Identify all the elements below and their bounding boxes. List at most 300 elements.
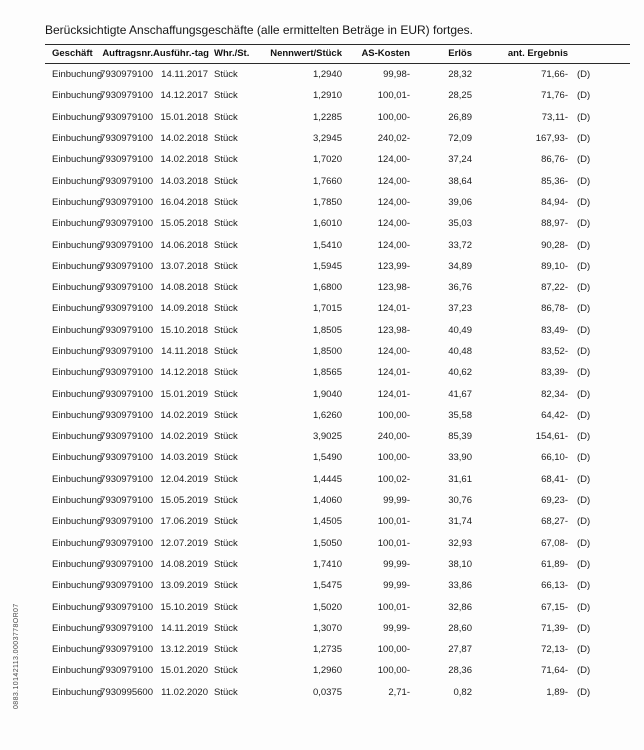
cell-ausfuehr-tag: 17.06.2019 (160, 516, 208, 528)
cell-ant-ergebnis: 68,27- (541, 516, 568, 528)
cell-geschaeft: Einbuchung (52, 346, 103, 357)
cell-ant-ergebnis: 68,41- (541, 473, 568, 485)
cell-as-kosten: 124,00- (377, 346, 410, 357)
cell-whr-st: Stück (214, 218, 238, 230)
cell-as-kosten: 100,00- (377, 665, 410, 677)
cell-nennwert-stueck: 1,5490 (312, 452, 342, 464)
cell-auftragsnr: 7930979100 (100, 367, 153, 379)
cell-marker: (D) (577, 409, 591, 421)
cell-ant-ergebnis: 71,64- (541, 665, 568, 677)
cell-ant-ergebnis: 69,23- (541, 495, 568, 507)
cell-geschaeft: Einbuchung (52, 516, 103, 528)
cell-ant-ergebnis: 85,36- (541, 175, 568, 187)
cell-whr-st: Stück (214, 260, 238, 272)
cell-nennwert-stueck: 1,4505 (312, 516, 342, 528)
cell-auftragsnr: 7930979100 (100, 69, 153, 81)
page-title: Berücksichtigte Anschaffungsgeschäfte (alle ermittelten Beträge in EUR) fortges. (45, 23, 473, 37)
cell-erloes: 38,10 (448, 558, 472, 570)
cell-erloes: 33,72 (448, 239, 472, 251)
cell-ant-ergebnis: 66,13- (541, 580, 568, 592)
cell-whr-st: Stück (214, 324, 238, 336)
cell-geschaeft: Einbuchung (52, 196, 103, 208)
cell-ant-ergebnis: 61,89- (541, 558, 568, 570)
cell-marker: (D) (577, 601, 591, 613)
cell-auftragsnr: 7930979100 (100, 644, 153, 656)
cell-auftragsnr: 7930979100 (100, 218, 153, 230)
cell-erloes: 39,06 (448, 196, 472, 208)
cell-whr-st: Stück (214, 537, 238, 549)
cell-as-kosten: 124,01- (377, 367, 410, 379)
cell-erloes: 35,03 (448, 218, 472, 230)
cell-as-kosten: 2,71- (388, 686, 410, 698)
cell-ausfuehr-tag: 11.02.2020 (161, 686, 208, 698)
cell-as-kosten: 124,00- (377, 175, 410, 187)
table-row (45, 149, 630, 170)
cell-nennwert-stueck: 1,4060 (312, 495, 342, 507)
table-row (45, 64, 630, 86)
cell-geschaeft: Einbuchung (52, 686, 103, 698)
cell-whr-st: Stück (214, 558, 238, 570)
cell-as-kosten: 100,00- (377, 644, 410, 656)
table-row (45, 469, 630, 490)
cell-auftragsnr: 7930979100 (100, 537, 153, 549)
cell-auftragsnr: 7930979100 (100, 239, 153, 251)
cell-marker: (D) (577, 303, 591, 315)
cell-as-kosten: 124,00- (377, 196, 410, 208)
document-content (45, 23, 630, 703)
cell-as-kosten: 100,01- (377, 90, 410, 102)
cell-erloes: 37,24 (448, 154, 472, 166)
cell-ausfuehr-tag: 14.02.2018 (160, 154, 208, 166)
cell-whr-st: Stück (214, 282, 238, 294)
cell-ausfuehr-tag: 12.04.2019 (160, 473, 208, 485)
cell-geschaeft: Einbuchung (52, 260, 103, 272)
cell-geschaeft: Einbuchung (52, 303, 103, 315)
cell-geschaeft: Einbuchung (52, 111, 103, 123)
cell-marker: (D) (577, 111, 591, 123)
cell-geschaeft: Einbuchung (52, 154, 103, 166)
cell-geschaeft: Einbuchung (52, 367, 103, 379)
cell-ant-ergebnis: 67,08- (541, 537, 568, 549)
cell-marker: (D) (577, 69, 591, 81)
cell-auftragsnr: 7930979100 (100, 175, 153, 187)
cell-erloes: 32,93 (448, 537, 472, 549)
cell-erloes: 0,82 (453, 686, 472, 698)
cell-as-kosten: 100,02- (377, 473, 410, 485)
cell-marker: (D) (577, 388, 591, 400)
cell-ant-ergebnis: 64,42- (541, 409, 568, 421)
cell-nennwert-stueck: 1,5410 (312, 239, 342, 251)
cell-nennwert-stueck: 1,5020 (312, 601, 342, 613)
cell-erloes: 33,90 (448, 452, 472, 464)
cell-ant-ergebnis: 84,94- (541, 196, 568, 208)
table-row (45, 213, 630, 234)
cell-whr-st: Stück (214, 686, 238, 698)
cell-ant-ergebnis: 83,52- (541, 346, 568, 357)
cell-ausfuehr-tag: 15.05.2018 (160, 218, 208, 230)
cell-ausfuehr-tag: 14.12.2018 (160, 367, 208, 379)
cell-as-kosten: 123,98- (377, 282, 410, 294)
table-row (45, 107, 630, 128)
cell-ant-ergebnis: 71,39- (541, 622, 568, 634)
cell-ausfuehr-tag: 15.01.2020 (160, 665, 208, 677)
cell-erloes: 27,87 (448, 644, 472, 656)
cell-erloes: 30,76 (448, 495, 472, 507)
cell-whr-st: Stück (214, 175, 238, 187)
cell-auftragsnr: 7930979100 (100, 452, 153, 464)
cell-ant-ergebnis: 82,34- (541, 388, 568, 400)
cell-ausfuehr-tag: 14.09.2018 (160, 303, 208, 315)
cell-nennwert-stueck: 1,7015 (312, 303, 342, 315)
cell-whr-st: Stück (214, 346, 238, 357)
cell-auftragsnr: 7930979100 (100, 346, 153, 357)
cell-nennwert-stueck: 1,4445 (312, 473, 342, 485)
cell-marker: (D) (577, 324, 591, 336)
cell-auftragsnr: 7930979100 (100, 516, 153, 528)
cell-ausfuehr-tag: 13.12.2019 (160, 644, 208, 656)
cell-erloes: 33,86 (448, 580, 472, 592)
cell-whr-st: Stück (214, 473, 238, 485)
cell-geschaeft: Einbuchung (52, 558, 103, 570)
cell-ausfuehr-tag: 15.01.2019 (160, 388, 208, 400)
cell-nennwert-stueck: 1,6010 (312, 218, 342, 230)
cell-nennwert-stueck: 1,6260 (312, 409, 342, 421)
cell-as-kosten: 100,00- (377, 409, 410, 421)
cell-nennwert-stueck: 1,8505 (312, 324, 342, 336)
cell-ausfuehr-tag: 14.02.2018 (160, 133, 208, 145)
cell-auftragsnr: 7930979100 (100, 260, 153, 272)
cell-auftragsnr: 7930979100 (100, 495, 153, 507)
table-row (45, 596, 630, 617)
cell-auftragsnr: 7930979100 (100, 409, 153, 421)
table-row (45, 533, 630, 554)
cell-whr-st: Stück (214, 644, 238, 656)
cell-whr-st: Stück (214, 90, 238, 102)
cell-marker: (D) (577, 90, 591, 102)
cell-whr-st: Stück (214, 665, 238, 677)
cell-geschaeft: Einbuchung (52, 580, 103, 592)
cell-as-kosten: 100,00- (377, 452, 410, 464)
cell-marker: (D) (577, 686, 591, 698)
cell-ant-ergebnis: 154,61- (535, 431, 568, 443)
table-row (45, 447, 630, 468)
table-row (45, 554, 630, 575)
cell-nennwert-stueck: 1,7410 (312, 558, 342, 570)
cell-as-kosten: 124,01- (377, 303, 410, 315)
cell-as-kosten: 99,98- (383, 69, 410, 81)
cell-ausfuehr-tag: 14.02.2019 (160, 409, 208, 421)
cell-geschaeft: Einbuchung (52, 324, 103, 336)
column-header-as-kosten: AS-Kosten (342, 45, 410, 64)
cell-ant-ergebnis: 88,97- (541, 218, 568, 230)
cell-whr-st: Stück (214, 154, 238, 166)
cell-ausfuehr-tag: 14.02.2019 (160, 431, 208, 443)
cell-whr-st: Stück (214, 69, 238, 81)
cell-geschaeft: Einbuchung (52, 90, 103, 102)
cell-auftragsnr: 7930979100 (100, 303, 153, 315)
cell-marker: (D) (577, 175, 591, 187)
cell-ausfuehr-tag: 15.10.2019 (160, 601, 208, 613)
cell-ant-ergebnis: 89,10- (541, 260, 568, 272)
table-row (45, 682, 630, 703)
cell-ausfuehr-tag: 15.10.2018 (160, 324, 208, 336)
column-header-marker (568, 45, 630, 64)
cell-whr-st: Stück (214, 367, 238, 379)
cell-geschaeft: Einbuchung (52, 239, 103, 251)
cell-marker: (D) (577, 196, 591, 208)
cell-auftragsnr: 7930979100 (100, 622, 153, 634)
cell-marker: (D) (577, 473, 591, 485)
cell-ant-ergebnis: 73,11- (541, 111, 568, 123)
cell-nennwert-stueck: 3,2945 (312, 133, 342, 145)
cell-as-kosten: 124,00- (377, 154, 410, 166)
table-row (45, 170, 630, 191)
cell-marker: (D) (577, 665, 591, 677)
cell-as-kosten: 99,99- (383, 558, 410, 570)
cell-marker: (D) (577, 239, 591, 251)
cell-geschaeft: Einbuchung (52, 69, 103, 81)
cell-geschaeft: Einbuchung (52, 409, 103, 421)
cell-geschaeft: Einbuchung (52, 431, 103, 443)
cell-ausfuehr-tag: 14.12.2017 (160, 90, 208, 102)
cell-as-kosten: 240,00- (377, 431, 410, 443)
cell-geschaeft: Einbuchung (52, 218, 103, 230)
cell-ausfuehr-tag: 14.11.2018 (161, 346, 208, 357)
cell-auftragsnr: 7930979100 (100, 154, 153, 166)
column-header-erloes: Erlös (410, 45, 472, 64)
cell-marker: (D) (577, 537, 591, 549)
cell-erloes: 40,62 (448, 367, 472, 379)
cell-nennwert-stueck: 1,6800 (312, 282, 342, 294)
cell-whr-st: Stück (214, 303, 238, 315)
cell-nennwert-stueck: 1,5050 (312, 537, 342, 549)
cell-erloes: 40,48 (448, 346, 472, 357)
cell-nennwert-stueck: 1,5475 (312, 580, 342, 592)
cell-erloes: 36,76 (448, 282, 472, 294)
cell-nennwert-stueck: 1,3070 (312, 622, 342, 634)
cell-as-kosten: 99,99- (383, 495, 410, 507)
cell-geschaeft: Einbuchung (52, 452, 103, 464)
table-row (45, 85, 630, 106)
column-header-auftragsnr: Auftragsnr. (97, 45, 153, 64)
cell-as-kosten: 100,01- (377, 516, 410, 528)
cell-as-kosten: 124,01- (377, 388, 410, 400)
cell-nennwert-stueck: 1,7020 (312, 154, 342, 166)
document-reference-code: 0883.10142113.0003778OR07 (13, 603, 20, 709)
cell-ant-ergebnis: 72,13- (541, 644, 568, 656)
cell-auftragsnr: 7930979100 (100, 558, 153, 570)
cell-as-kosten: 99,99- (383, 580, 410, 592)
cell-ant-ergebnis: 90,28- (541, 239, 568, 251)
cell-erloes: 37,23 (448, 303, 472, 315)
cell-ausfuehr-tag: 13.09.2019 (160, 580, 208, 592)
cell-nennwert-stueck: 1,2960 (312, 665, 342, 677)
cell-ant-ergebnis: 67,15- (541, 601, 568, 613)
cell-marker: (D) (577, 431, 591, 443)
cell-whr-st: Stück (214, 409, 238, 421)
cell-auftragsnr: 7930979100 (100, 196, 153, 208)
cell-geschaeft: Einbuchung (52, 175, 103, 187)
transactions-table (45, 44, 630, 703)
cell-ausfuehr-tag: 16.04.2018 (160, 196, 208, 208)
cell-erloes: 31,61 (448, 473, 472, 485)
cell-as-kosten: 124,00- (377, 239, 410, 251)
table-row (45, 490, 630, 511)
table-row (45, 128, 630, 149)
table-row (45, 341, 630, 362)
cell-whr-st: Stück (214, 239, 238, 251)
table-row (45, 298, 630, 319)
cell-as-kosten: 123,99- (377, 260, 410, 272)
cell-marker: (D) (577, 644, 591, 656)
cell-ant-ergebnis: 66,10- (541, 452, 568, 464)
cell-auftragsnr: 7930979100 (100, 473, 153, 485)
cell-ant-ergebnis: 83,49- (541, 324, 568, 336)
cell-marker: (D) (577, 558, 591, 570)
cell-ausfuehr-tag: 12.07.2019 (160, 537, 208, 549)
cell-erloes: 26,89 (448, 111, 472, 123)
cell-geschaeft: Einbuchung (52, 282, 103, 294)
cell-geschaeft: Einbuchung (52, 473, 103, 485)
table-body (45, 64, 630, 703)
table-row (45, 660, 630, 681)
cell-ant-ergebnis: 83,39- (541, 367, 568, 379)
cell-marker: (D) (577, 516, 591, 528)
cell-ant-ergebnis: 1,89- (546, 686, 568, 698)
table-row (45, 256, 630, 277)
cell-whr-st: Stück (214, 431, 238, 443)
cell-geschaeft: Einbuchung (52, 665, 103, 677)
cell-whr-st: Stück (214, 516, 238, 528)
column-header-ausfuehr-tag: Ausführ.-tag (153, 45, 208, 64)
cell-nennwert-stueck: 3,9025 (312, 431, 342, 443)
cell-erloes: 28,36 (448, 665, 472, 677)
cell-marker: (D) (577, 367, 591, 379)
cell-marker: (D) (577, 580, 591, 592)
cell-ant-ergebnis: 71,76- (541, 90, 568, 102)
table-header (45, 45, 630, 64)
cell-ant-ergebnis: 86,76- (541, 154, 568, 166)
cell-geschaeft: Einbuchung (52, 495, 103, 507)
cell-erloes: 35,58 (448, 409, 472, 421)
cell-nennwert-stueck: 1,8565 (312, 367, 342, 379)
cell-marker: (D) (577, 495, 591, 507)
cell-erloes: 40,49 (448, 324, 472, 336)
cell-erloes: 32,86 (448, 601, 472, 613)
cell-marker: (D) (577, 282, 591, 294)
cell-ausfuehr-tag: 15.05.2019 (160, 495, 208, 507)
table-row (45, 405, 630, 426)
cell-whr-st: Stück (214, 196, 238, 208)
cell-ausfuehr-tag: 13.07.2018 (160, 260, 208, 272)
cell-nennwert-stueck: 0,0375 (312, 686, 342, 698)
column-header-nennwert-stueck: Nennwert/Stück (248, 45, 342, 64)
cell-auftragsnr: 7930979100 (100, 282, 153, 294)
cell-geschaeft: Einbuchung (52, 388, 103, 400)
cell-as-kosten: 240,02- (377, 133, 410, 145)
table-row (45, 426, 630, 447)
cell-geschaeft: Einbuchung (52, 644, 103, 656)
cell-ausfuehr-tag: 14.03.2019 (160, 452, 208, 464)
cell-auftragsnr: 7930979100 (100, 111, 153, 123)
cell-auftragsnr: 7930979100 (100, 133, 153, 145)
cell-whr-st: Stück (214, 452, 238, 464)
cell-as-kosten: 123,98- (377, 324, 410, 336)
cell-marker: (D) (577, 622, 591, 634)
cell-nennwert-stueck: 1,9040 (312, 388, 342, 400)
cell-geschaeft: Einbuchung (52, 622, 103, 634)
cell-whr-st: Stück (214, 388, 238, 400)
cell-erloes: 72,09 (448, 133, 472, 145)
cell-nennwert-stueck: 1,8500 (312, 346, 342, 357)
cell-as-kosten: 100,01- (377, 601, 410, 613)
cell-ausfuehr-tag: 14.03.2018 (160, 175, 208, 187)
column-header-ant-ergebnis: ant. Ergebnis (472, 45, 568, 64)
cell-auftragsnr: 7930979100 (100, 580, 153, 592)
cell-nennwert-stueck: 1,5945 (312, 260, 342, 272)
cell-as-kosten: 100,00- (377, 111, 410, 123)
cell-ausfuehr-tag: 14.11.2019 (161, 622, 208, 634)
column-header-geschaeft: Geschäft (45, 45, 97, 64)
table-row (45, 362, 630, 383)
cell-erloes: 28,25 (448, 90, 472, 102)
cell-marker: (D) (577, 346, 591, 357)
cell-ausfuehr-tag: 15.01.2018 (160, 111, 208, 123)
cell-as-kosten: 99,99- (383, 622, 410, 634)
table-row (45, 618, 630, 639)
cell-nennwert-stueck: 1,2940 (312, 69, 342, 81)
cell-nennwert-stueck: 1,7850 (312, 196, 342, 208)
column-header-whr-st: Whr./St. (208, 45, 248, 64)
cell-auftragsnr: 7930995600 (100, 686, 153, 698)
cell-as-kosten: 100,01- (377, 537, 410, 549)
cell-erloes: 41,67 (448, 388, 472, 400)
table-row (45, 383, 630, 404)
cell-whr-st: Stück (214, 111, 238, 123)
cell-auftragsnr: 7930979100 (100, 665, 153, 677)
cell-ausfuehr-tag: 14.08.2019 (160, 558, 208, 570)
cell-ant-ergebnis: 87,22- (541, 282, 568, 294)
table-row (45, 320, 630, 341)
table-row (45, 277, 630, 298)
cell-ausfuehr-tag: 14.06.2018 (160, 239, 208, 251)
cell-erloes: 31,74 (448, 516, 472, 528)
cell-ausfuehr-tag: 14.11.2017 (161, 69, 208, 81)
cell-geschaeft: Einbuchung (52, 537, 103, 549)
table-row (45, 192, 630, 213)
cell-auftragsnr: 7930979100 (100, 90, 153, 102)
cell-auftragsnr: 7930979100 (100, 601, 153, 613)
cell-ant-ergebnis: 167,93- (535, 133, 568, 145)
cell-nennwert-stueck: 1,7660 (312, 175, 342, 187)
cell-whr-st: Stück (214, 495, 238, 507)
cell-auftragsnr: 7930979100 (100, 388, 153, 400)
header-row (45, 45, 630, 64)
cell-marker: (D) (577, 452, 591, 464)
table-row (45, 511, 630, 532)
cell-erloes: 38,64 (448, 175, 472, 187)
table-row (45, 639, 630, 660)
cell-whr-st: Stück (214, 133, 238, 145)
cell-nennwert-stueck: 1,2910 (312, 90, 342, 102)
cell-geschaeft: Einbuchung (52, 133, 103, 145)
cell-erloes: 28,32 (448, 69, 472, 81)
cell-auftragsnr: 7930979100 (100, 431, 153, 443)
table-row (45, 234, 630, 255)
cell-marker: (D) (577, 133, 591, 145)
cell-ausfuehr-tag: 14.08.2018 (160, 282, 208, 294)
cell-whr-st: Stück (214, 601, 238, 613)
